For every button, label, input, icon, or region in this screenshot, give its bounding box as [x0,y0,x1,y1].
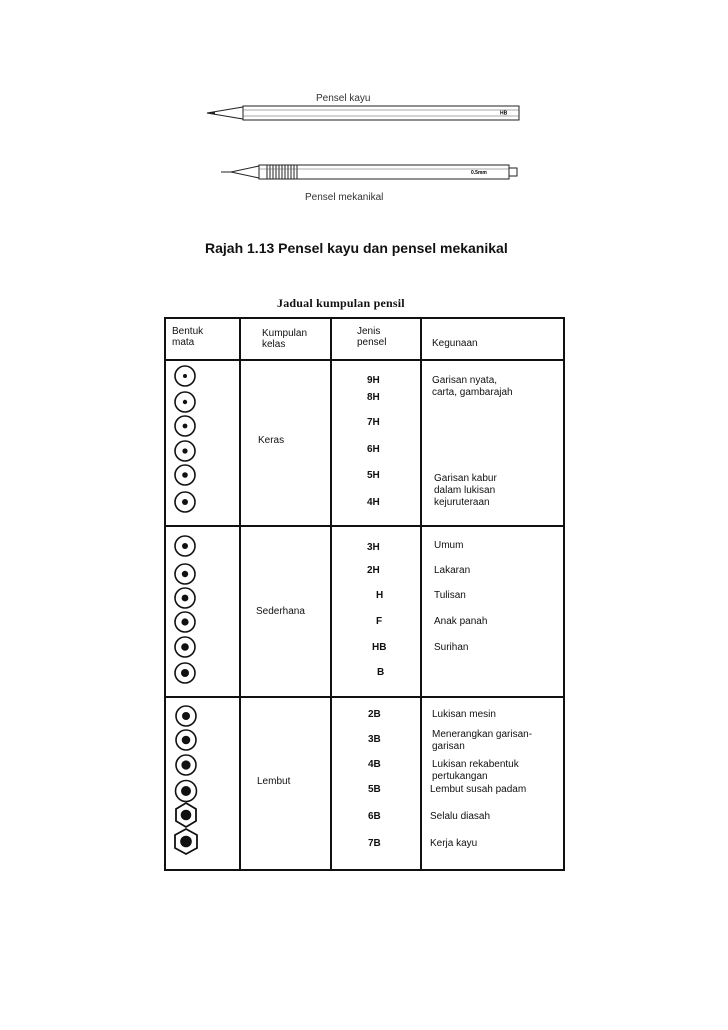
header-shape [172,326,203,348]
use-lembut-3-line1: Lukisan rekabentuk [432,759,519,770]
header-group [262,328,307,350]
use-kerja-kayu [430,838,477,850]
mechanical-pencil-mark: 0.5mm [471,170,487,176]
use-lembut-1-line1: Lukisan mesin [432,709,496,720]
grade-b: B [377,667,385,678]
grade-5h: 5H [367,470,380,481]
header-shape-line1: Bentuk [172,326,204,337]
use-lembut-4-line1: Lembut susah padam [430,784,527,795]
header-type [357,326,386,348]
grade-2h: 2H [367,565,380,576]
grade-7b: 7B [368,838,381,849]
use-surihan: Surihan [434,642,469,653]
use-keras-2-line3: kejuruteraan [434,497,490,508]
mechanical-pencil-icon [219,160,521,184]
use-selalu-diasah [430,811,490,823]
grade-f: F [376,616,383,627]
grade-hb: HB [372,642,387,653]
wood-pencil-mark: HB [500,110,508,117]
header-shape-line2: mata [172,337,195,348]
tip-icons-keras [172,362,202,527]
column-divider-3 [420,317,422,871]
section-divider-1 [164,525,565,527]
section-divider-2 [164,696,565,698]
grade-3h: 3H [367,542,380,553]
use-lembut-3-line2: pertukangan [432,771,488,782]
header-divider [164,359,565,361]
use-keras-1-line2: carta, gambarajah [432,387,513,398]
mechanical-pencil-label: Pensel mekanikal [305,192,384,203]
grade-5b: 5B [368,784,381,795]
grade-h: H [376,590,384,601]
use-lembut-2-line1: Menerangkan garisan- [432,729,533,740]
wood-pencil-label: Pensel kayu [316,93,371,104]
group-sederhana: Sederhana [256,606,305,617]
use-keras-2-line2: dalam lukisan [434,485,496,496]
group-keras: Keras [258,435,285,446]
header-group-line2: kelas [262,339,286,350]
use-keras-1 [432,375,513,399]
header-type-line2: pensel [357,337,387,348]
header-use: Kegunaan [432,338,478,349]
grade-6h: 6H [367,444,380,455]
grade-8h: 8H [367,392,380,403]
grade-4b: 4B [368,759,381,770]
grade-7h: 7H [367,417,380,428]
use-keras-1-line1: Garisan nyata, [432,375,498,386]
tip-icons-sederhana [172,530,202,695]
use-rekabentuk [432,759,519,783]
grade-6b: 6B [368,811,381,822]
use-keras-2 [434,473,497,509]
grade-2b: 2B [368,709,381,720]
use-lukisan-mesin [432,709,496,721]
use-lembut-padam [430,784,526,796]
use-keras-2-line1: Garisan kabur [434,473,497,484]
figure-caption: Rajah 1.13 Pensel kayu dan pensel mekanikal [205,240,508,256]
use-lembut-5-line1: Selalu diasah [430,811,491,822]
use-lakaran: Lakaran [434,565,471,576]
grade-9h: 9H [367,375,380,386]
use-tulisan: Tulisan [434,590,466,601]
use-umum: Umum [434,540,464,551]
column-divider-2 [330,317,332,871]
use-menerangkan [432,729,532,753]
table-title: Jadual kumpulan pensil [277,296,405,310]
use-lembut-2-line2: garisan [432,741,465,752]
header-group-line1: Kumpulan [262,328,308,339]
group-lembut: Lembut [257,776,291,787]
header-type-line1: Jenis [357,326,381,337]
tip-icons-lembut [172,702,204,867]
use-lembut-6-line1: Kerja kayu [430,838,478,849]
grade-4h: 4H [367,497,380,508]
use-anak-panah: Anak panah [434,616,488,627]
column-divider-1 [239,317,241,871]
grade-3b: 3B [368,734,381,745]
wood-pencil-icon [205,100,525,124]
